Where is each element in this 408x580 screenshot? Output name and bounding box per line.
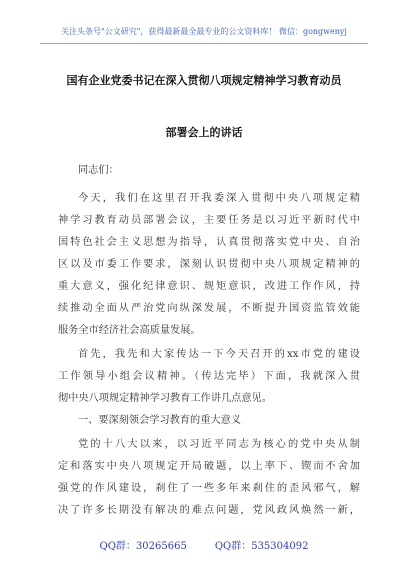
paragraph-line: 续推动全面从严治党向纵深发展，不断提升国资监管效能 <box>58 303 360 314</box>
header-banner: 关注头条号"公文研究"，获得最新最全最专业的公文资料库！ 微信：gongwenyj <box>40 26 368 44</box>
paragraph-line: 国特色社会主义思想为指导，认真贯彻落实党中央、自治 <box>58 237 360 248</box>
paragraph-line: 工作领导小组会议精神。（传达完毕）下面，我就深入贯 <box>58 371 360 382</box>
section-heading-1 <box>58 410 360 432</box>
paragraph-line: 强党的作风建设，刹住了一些多年来刹住的歪风邪气，解 <box>58 483 360 494</box>
footer-qq-group-2: QQ群：535304092 <box>214 541 309 552</box>
paragraph-3 <box>58 434 360 522</box>
footer-qq-group-1: QQ群：30265665 <box>99 541 187 552</box>
paragraph-line: 神学习教育动员部署会议，主要任务是以习近平新时代中 <box>58 215 360 226</box>
paragraph-line: 区以及市委工作要求，深刻认识贯彻中央八项规定精神的 <box>58 259 360 270</box>
paragraph-line: 决了许多长期没有解决的难点问题，党风政风焕然一新， <box>58 505 360 516</box>
paragraph-line: 彻中央八项规定精神学习教育工作讲几点意见。 <box>58 393 272 404</box>
paragraph-line: 首先，我先和大家传达一下今天召开的xx市党的建设 <box>78 349 360 360</box>
paragraph-1 <box>58 188 360 342</box>
paragraph-line: 党的十八大以来，以习近平同志为核心的党中央从制 <box>78 439 360 450</box>
paragraph-line: 重大意义，强化纪律意识、规矩意识，改进工作作风，持 <box>58 281 360 292</box>
document-title-line-2: 部署会上的讲话 <box>165 126 243 139</box>
paragraph-2 <box>58 344 360 410</box>
salutation <box>58 160 360 182</box>
document-title-line-1: 国有企业党委书记在深入贯彻八项规定精神学习教育动员 <box>66 74 342 87</box>
salutation-text: 同志们： <box>78 165 119 176</box>
section-heading-text: 一、要深刻领会学习教育的重大意义 <box>78 415 241 426</box>
paragraph-line: 服务全市经济社会高质量发展。 <box>58 325 201 336</box>
footer-qq-groups <box>0 537 408 552</box>
paragraph-line: 今天，我们在这里召开我委深入贯彻中央八项规定精 <box>78 193 360 204</box>
paragraph-line: 定和落实中央八项规定开局破题，以上率下、锲而不舍加 <box>58 461 360 472</box>
